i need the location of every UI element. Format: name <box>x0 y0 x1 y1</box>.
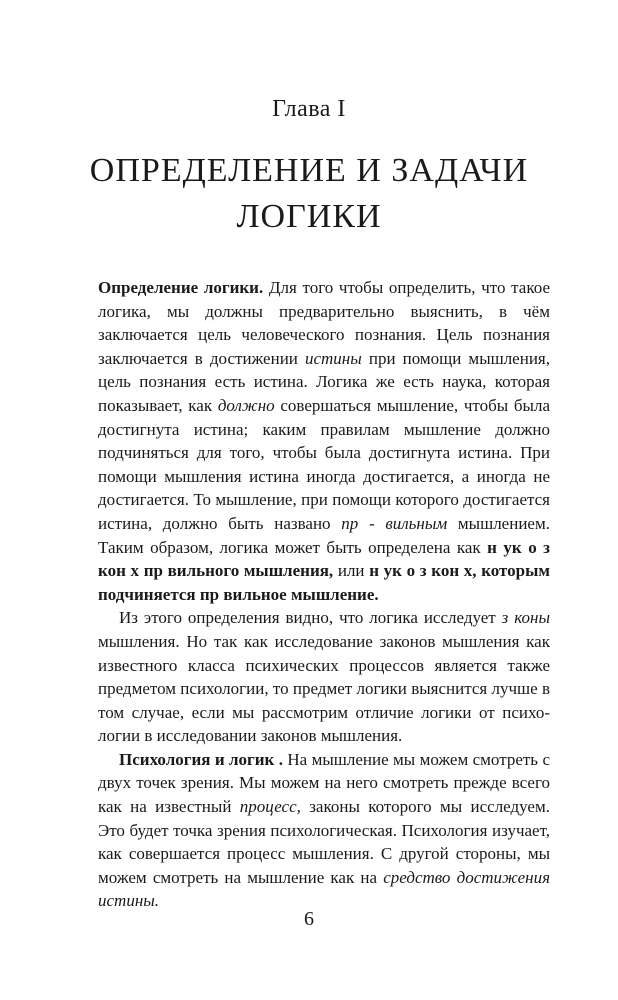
paragraph <box>98 606 550 748</box>
paragraph <box>98 276 550 606</box>
run: мышления. Но так как исследование законов мышления как известного класса психических процессов является также предметом психологии, то предмет логики выяснится лучше в том случае, если мы рассмотрим отличие логики от психологии в исследовании законов мышления. <box>98 631 550 746</box>
run: мышлением. Таким образом, логика может быть определена как <box>98 513 550 557</box>
chapter-title <box>40 148 578 240</box>
chapter-label: Глава I <box>272 96 346 122</box>
run-italic: пр - вильным <box>341 513 448 533</box>
run-italic: процесс, <box>239 797 301 817</box>
run: Для того чтобы определить, что такое логика, мы должны предварительно выяснить, в чём заключается цель человеческого познания. Цель познания заключается в достижении <box>98 278 550 368</box>
run: На мышление мы можем смотреть с двух точек зрения. Мы можем на него смотреть прежде всего как на известный <box>98 749 550 817</box>
run-italic: з коны <box>501 608 550 628</box>
run: Из этого определения видно, что логика исследует <box>119 608 502 628</box>
run: законы которого мы исследуем. Это будет точка зрения психологическая. Психология изучает, как совершается процесс мышления. С другой стороны, мы можем смотреть на мышление как на <box>98 797 550 887</box>
page-number: 6 <box>304 908 314 930</box>
run-bold: Определение логики. <box>98 278 264 297</box>
chapter-title-line-1: ОПРЕДЕЛЕНИЕ И ЗАДАЧИ <box>89 152 529 189</box>
run-italic: истины <box>304 348 362 368</box>
run: при помощи мышления, цель познания есть истина. Логика же есть наука, которая показывает, как <box>98 348 550 415</box>
run-italic: средство достижения истины. <box>98 867 550 911</box>
run-bold: Психология и логик . <box>119 749 283 769</box>
run-bold: н ук о з кон х, которым подчиняется пр вильное мышление. <box>98 561 550 604</box>
run: или <box>333 561 370 581</box>
run-italic: должно <box>217 395 275 415</box>
chapter-title-line-2: ЛОГИКИ <box>236 198 382 235</box>
body-text <box>98 276 550 913</box>
run: совершаться мышление, чтобы была достигнута истина; каким правилам мышление должно подчиняться для того, чтобы была достигнута истина. При помощи мышления истина иногда достигается, а иногда не достигается. То мышление, при помощи которого достигается истина, должно быть названо <box>98 395 550 533</box>
paragraph <box>98 748 550 913</box>
run-bold: н ук о з кон х пр вильного мышления, <box>98 537 550 581</box>
